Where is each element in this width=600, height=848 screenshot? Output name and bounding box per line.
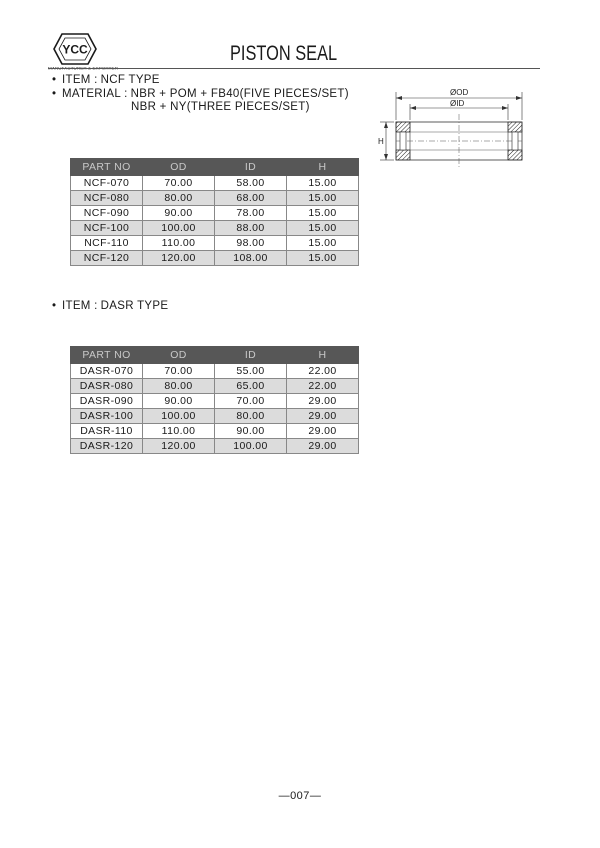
part-no-cell: DASR-070 <box>71 364 143 379</box>
column-header-h: H <box>287 347 359 364</box>
column-header-id: ID <box>215 159 287 176</box>
od-dimension-label: ØOD <box>450 88 469 97</box>
h-dimension-label: H <box>378 137 384 146</box>
header-divider <box>48 68 540 69</box>
part-no-cell: NCF-090 <box>71 206 143 221</box>
table-row <box>71 176 359 191</box>
ncf-parts-table <box>70 158 359 266</box>
od-cell: 110.00 <box>143 236 215 251</box>
ncf-material-line2: NBR + NY(THREE PIECES/SET) <box>131 101 310 113</box>
piston-seal-cross-section-diagram <box>376 84 526 176</box>
column-header-part-no: PART NO <box>71 159 143 176</box>
table-row <box>71 409 359 424</box>
table-row <box>71 206 359 221</box>
od-cell: 80.00 <box>143 379 215 394</box>
h-cell: 15.00 <box>287 236 359 251</box>
table-row <box>71 424 359 439</box>
id-cell: 70.00 <box>215 394 287 409</box>
id-cell: 58.00 <box>215 176 287 191</box>
od-cell: 120.00 <box>143 439 215 454</box>
h-cell: 22.00 <box>287 379 359 394</box>
dasr-item-line <box>52 300 168 312</box>
part-no-cell: NCF-110 <box>71 236 143 251</box>
od-cell: 90.00 <box>143 394 215 409</box>
id-cell: 78.00 <box>215 206 287 221</box>
ncf-material-line1: NBR + POM + FB40(FIVE PIECES/SET) <box>130 88 349 100</box>
od-cell: 70.00 <box>143 176 215 191</box>
table-header-row <box>71 159 359 176</box>
ncf-item-value: NCF TYPE <box>100 74 160 86</box>
bullet-icon: • <box>52 74 57 86</box>
h-cell: 15.00 <box>287 251 359 266</box>
seal-drawing-icon <box>376 84 526 176</box>
part-no-cell: DASR-110 <box>71 424 143 439</box>
part-no-cell: DASR-090 <box>71 394 143 409</box>
table-row <box>71 394 359 409</box>
part-no-cell: NCF-100 <box>71 221 143 236</box>
h-cell: 15.00 <box>287 191 359 206</box>
h-cell: 29.00 <box>287 424 359 439</box>
id-cell: 80.00 <box>215 409 287 424</box>
table-row <box>71 221 359 236</box>
part-no-cell: DASR-080 <box>71 379 143 394</box>
dasr-item-value: DASR TYPE <box>100 300 169 312</box>
part-no-cell: DASR-100 <box>71 409 143 424</box>
h-cell: 15.00 <box>287 176 359 191</box>
table-header-row <box>71 347 359 364</box>
company-logo <box>48 32 144 72</box>
ncf-material-line <box>52 88 349 100</box>
id-dimension-label: ØID <box>450 99 465 108</box>
od-cell: 120.00 <box>143 251 215 266</box>
h-cell: 15.00 <box>287 221 359 236</box>
id-cell: 88.00 <box>215 221 287 236</box>
dasr-item-label: ITEM : <box>62 300 98 312</box>
dasr-parts-table <box>70 346 359 454</box>
bullet-icon: • <box>52 88 57 100</box>
table-row <box>71 251 359 266</box>
page-title: PISTON SEAL <box>230 42 338 65</box>
id-cell: 108.00 <box>215 251 287 266</box>
bullet-icon: • <box>52 300 57 312</box>
logo-tagline: MANUFACTURER & EXPORTER <box>48 66 118 71</box>
table-row <box>71 364 359 379</box>
h-cell: 15.00 <box>287 206 359 221</box>
id-cell: 68.00 <box>215 191 287 206</box>
logo-emblem-icon <box>48 32 144 66</box>
part-no-cell: NCF-080 <box>71 191 143 206</box>
column-header-od: OD <box>143 159 215 176</box>
h-cell: 29.00 <box>287 394 359 409</box>
id-cell: 98.00 <box>215 236 287 251</box>
part-no-cell: DASR-120 <box>71 439 143 454</box>
od-cell: 90.00 <box>143 206 215 221</box>
table-row <box>71 191 359 206</box>
column-header-od: OD <box>143 347 215 364</box>
od-cell: 70.00 <box>143 364 215 379</box>
table-row <box>71 379 359 394</box>
h-cell: 29.00 <box>287 439 359 454</box>
part-no-cell: NCF-070 <box>71 176 143 191</box>
logo-mark: YCC <box>62 42 88 57</box>
ncf-item-line <box>52 74 160 86</box>
part-no-cell: NCF-120 <box>71 251 143 266</box>
id-cell: 65.00 <box>215 379 287 394</box>
id-cell: 100.00 <box>215 439 287 454</box>
id-cell: 55.00 <box>215 364 287 379</box>
id-cell: 90.00 <box>215 424 287 439</box>
h-cell: 22.00 <box>287 364 359 379</box>
table-row <box>71 439 359 454</box>
od-cell: 80.00 <box>143 191 215 206</box>
od-cell: 110.00 <box>143 424 215 439</box>
column-header-id: ID <box>215 347 287 364</box>
od-cell: 100.00 <box>143 221 215 236</box>
table-row <box>71 236 359 251</box>
ncf-item-label: ITEM : <box>62 74 98 86</box>
ncf-material-label: MATERIAL : <box>62 88 128 100</box>
h-cell: 29.00 <box>287 409 359 424</box>
column-header-h: H <box>287 159 359 176</box>
page-number: —007— <box>278 790 322 802</box>
od-cell: 100.00 <box>143 409 215 424</box>
column-header-part-no: PART NO <box>71 347 143 364</box>
